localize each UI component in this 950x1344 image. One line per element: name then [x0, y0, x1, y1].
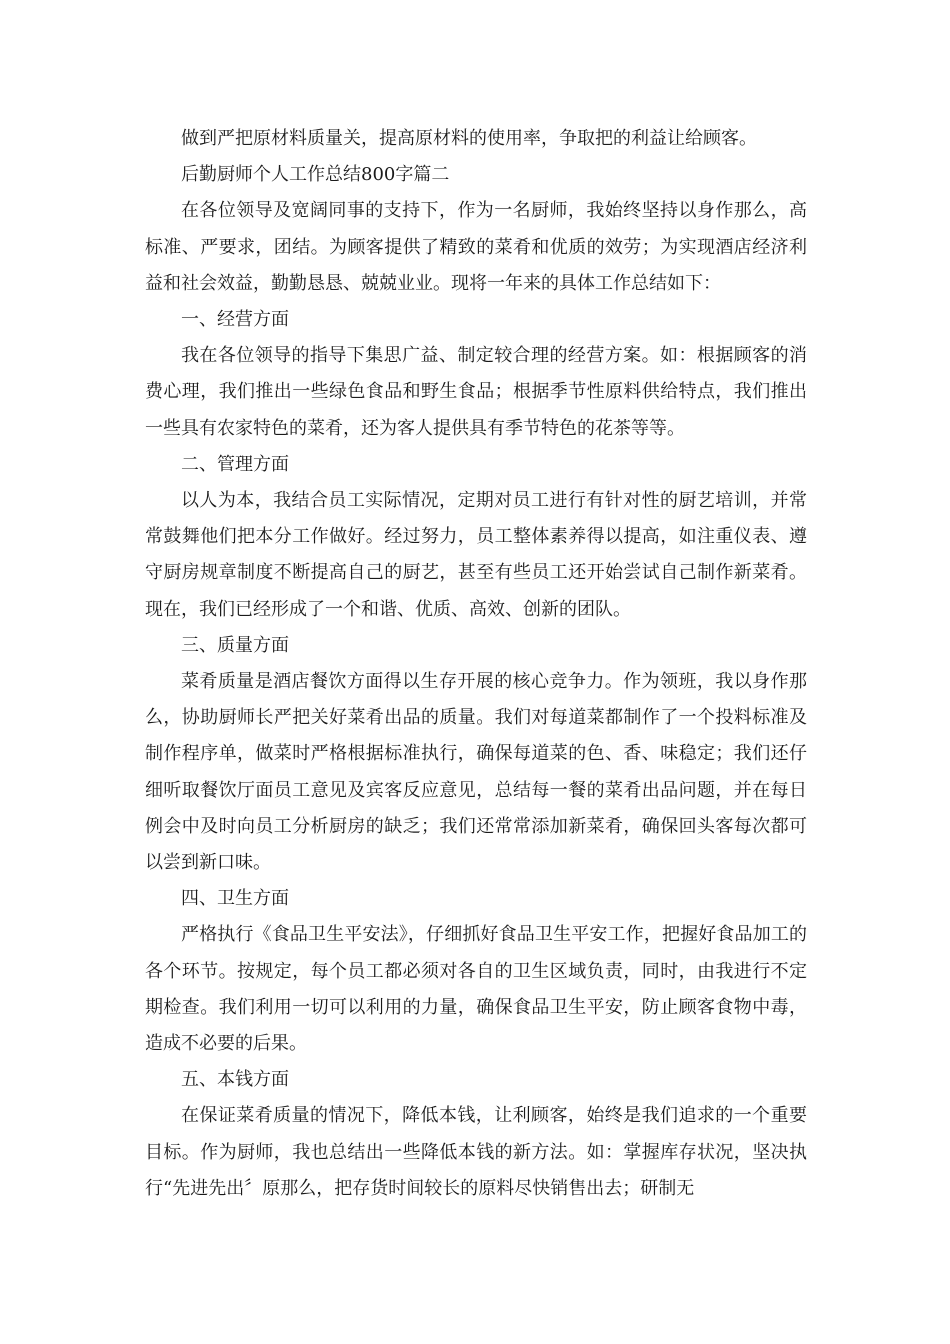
- section-heading: 五、本钱方面: [181, 1069, 289, 1091]
- paragraph: 在保证菜肴质量的情况下，降低本钱，让利顾客，始终是我们追求的一个重要目标。作为厨师，我也总结出一些降低本钱的新方法。如：掌握库存状况，坚决执行“先进先出〞原那么，把存货时间较长的原料尽快销售出去；研制无: [145, 1105, 807, 1199]
- paragraph: 菜肴质量是酒店餐饮方面得以生存开展的核心竞争力。作为领班，我以身作那么，协助厨师长严把关好菜肴出品的质量。我们对每道菜都制作了一个投料标准及制作程序单，做菜时严格根据标准执行，确保每道菜的色、香、味稳定；我们还仔细听取餐饮厅面员工意见及宾客反应意见，总结每一餐的菜肴出品问题，并在每日例会中及时向员工分析厨房的缺乏；我们还常常添加新菜肴，确保回头客每次都可以尝到新口味。: [145, 671, 807, 874]
- paragraph: 严格执行《食品卫生平安法》，仔细抓好食品卫生平安工作，把握好食品加工的各个环节。按规定，每个员工都必须对各自的卫生区域负责，同时，由我进行不定期检查。我们利用一切可以利用的力量，确保食品卫生平安，防止顾客食物中毒，造成不必要的后果。: [145, 924, 807, 1055]
- section-heading: 四、卫生方面: [181, 888, 289, 910]
- paragraph: 在各位领导及宽阔同事的支持下，作为一名厨师，我始终坚持以身作那么，高标准、严要求，团结。为顾客提供了精致的菜肴和优质的效劳；为实现酒店经济利益和社会效益，勤勤恳恳、兢兢业业。现将一年来的具体工作总结如下：: [145, 200, 807, 294]
- section-heading: 一、经营方面: [181, 309, 289, 331]
- paragraph: 做到严把原材料质量关，提高原材料的使用率，争取把的利益让给顾客。: [181, 128, 757, 149]
- paragraph: 我在各位领导的指导下集思广益、制定较合理的经营方案。如：根据顾客的消费心理，我们推出一些绿色食品和野生食品；根据季节性原料供给特点，我们推出一些具有农家特色的菜肴，还为客人提供具有季节特色的花茶等等。: [145, 345, 807, 439]
- section-heading: 三、质量方面: [181, 634, 289, 656]
- document-body: [145, 121, 807, 1207]
- section-heading: 二、管理方面: [181, 453, 289, 475]
- paragraph: 以人为本，我结合员工实际情况，定期对员工进行有针对性的厨艺培训，并常常鼓舞他们把本分工作做好。经过努力，员工整体素养得以提高，如注重仪表、遵守厨房规章制度不断提高自己的厨艺，甚至有些员工还开始尝试自己制作新菜肴。现在，我们已经形成了一个和谐、优质、高效、创新的团队。: [145, 490, 807, 620]
- section-heading: 后勤厨师个人工作总结800字篇二: [181, 164, 450, 186]
